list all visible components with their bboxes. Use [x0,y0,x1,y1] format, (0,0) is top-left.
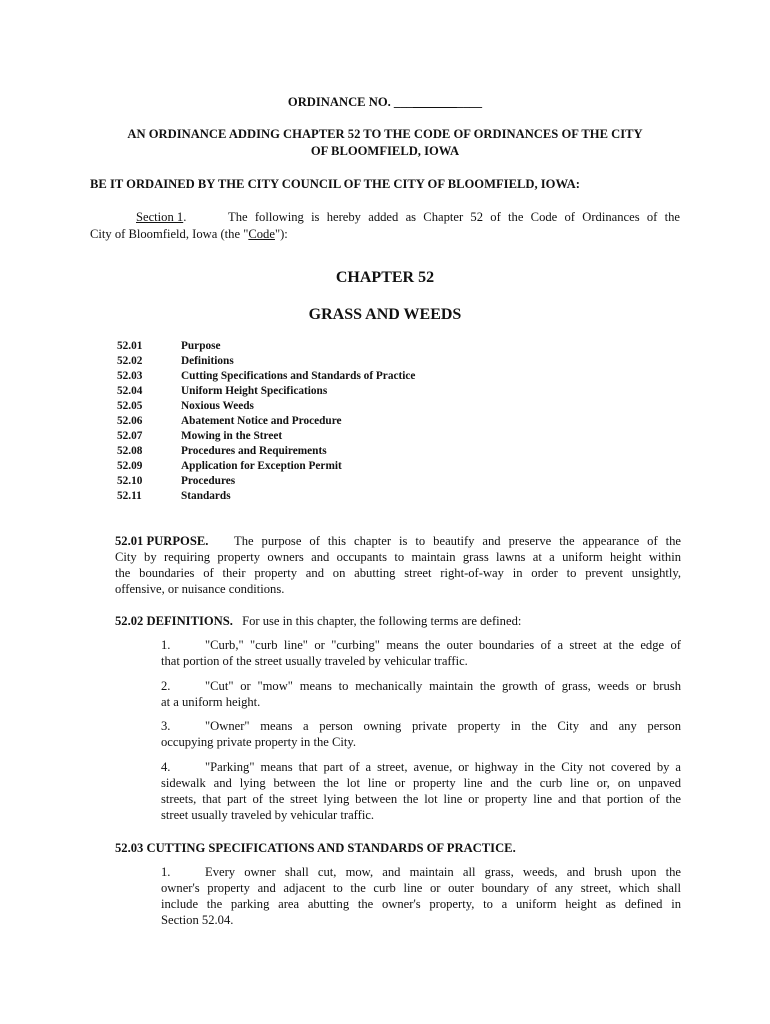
section-5203-item-number: 1. [161,865,171,879]
ordinance-tail: ____ [456,95,483,109]
enacting-clause: BE IT ORDAINED BY THE CITY COUNCIL OF THE CITY OF BLOOMFIELD, IOWA: [90,177,580,191]
section-5203-item-line1: Every owner shall cut, mow, and maintain all grass, weeds, and brush upon the [205,865,681,879]
chapter-title: GRASS AND WEEDS [308,306,462,323]
toc-number: 52.01 [117,340,143,352]
definition-item [161,718,681,750]
definition-line-first: "Owner" means a person owning private property in the City and any person [205,719,681,733]
section1-line2-pre: City of Bloomfield, Iowa (the " [90,227,249,241]
section-5203-item-line2: owner's property and adjacent to the curb line or outer boundary of any street, which shall [161,881,681,895]
toc-title: Uniform Height Specifications [181,385,328,397]
toc-row [117,474,537,489]
definition-item [161,678,681,710]
ordinance-number [0,94,770,110]
section1-dot: . [183,210,187,224]
toc-number: 52.08 [117,445,143,457]
code-word: Code [248,227,275,241]
section-5203-heading: 52.03 CUTTING SPECIFICATIONS AND STANDARDS OF PRACTICE. [115,841,516,855]
section-5201-line3: the boundaries of their property and on abutting street right-of-way in order to prevent unsightly, [115,566,681,580]
toc-row [117,369,537,384]
toc-row [117,354,537,369]
toc-number: 52.05 [117,400,143,412]
toc-title: Procedures and Requirements [181,445,327,457]
section1-label-wrap [136,209,186,225]
definition-line-first: "Curb," "curb line" or "curbing" means the outer boundaries of a street at the edge of [205,638,681,652]
section-5201 [115,533,681,597]
section-5203-item-line3: include the parking area abutting the owner's property, to a uniform height as defined in [161,897,681,911]
section1-line2-post: "): [274,227,288,241]
definition-line: street usually traveled by vehicular traffic. [161,808,375,822]
section-5202-heading-row [115,613,681,629]
toc-title: Cutting Specifications and Standards of Practice [181,370,416,382]
definition-line: that portion of the street usually traveled by vehicular traffic. [161,654,468,668]
definition-line: occupying private property in the City. [161,735,357,749]
section-5202-intro: For use in this chapter, the following terms are defined: [242,614,522,628]
toc-title: Purpose [181,340,221,352]
toc-title: Application for Exception Permit [181,460,342,472]
definition-line: streets, that part of the street lying between the lot line or property line and that portion of the [161,792,681,806]
ordinance-title-line2: OF BLOOMFIELD, IOWA [310,144,460,158]
ordinance-blank: _______ [412,95,457,109]
chapter-heading: CHAPTER 52 [335,269,435,286]
definition-line: sidewalk and lying between the lot line or property line and the curb line or, on unpaved [161,776,681,790]
section-5201-heading: 52.01 PURPOSE. [115,534,209,548]
toc-number: 52.11 [117,490,142,502]
toc-row [117,384,537,399]
definition-line-first: "Cut" or "mow" means to mechanically maintain the growth of grass, weeds or brush [205,679,681,693]
toc-row [117,429,537,444]
definition-number: 3. [161,719,171,733]
toc-number: 52.02 [117,355,143,367]
toc-row [117,399,537,414]
definition-line-first: "Parking" means that part of a street, avenue, or highway in the City not covered by a [205,760,681,774]
toc-title: Noxious Weeds [181,400,254,412]
toc-title: Standards [181,490,231,502]
section-5202-heading: 52.02 DEFINITIONS. [115,614,233,628]
toc-number: 52.04 [117,385,143,397]
toc-title: Mowing in the Street [181,430,283,442]
toc-number: 52.10 [117,475,143,487]
toc-title: Abatement Notice and Procedure [181,415,342,427]
section-5203-item-1 [161,864,681,928]
toc-title: Definitions [181,355,234,367]
toc-number: 52.09 [117,460,143,472]
definition-line: at a uniform height. [161,695,261,709]
toc-number: 52.07 [117,430,143,442]
definition-item [161,759,681,823]
section-5201-line2: City by requiring property owners and occupants to maintain grass lawns at a uniform height within [115,550,681,564]
definition-number: 4. [161,760,171,774]
definition-number: 2. [161,679,171,693]
toc-row [117,459,537,474]
toc-row [117,339,537,354]
section1-line1: The following is hereby added as Chapter 52 of the Code of Ordinances of the [228,210,680,224]
section1-label: Section 1 [136,210,184,224]
definition-item [161,637,681,669]
ordinance-no-label: ORDINANCE NO. ___ [287,95,413,109]
definition-number: 1. [161,638,171,652]
toc-number: 52.03 [117,370,143,382]
section1-line2 [90,226,288,242]
ordinance-title-line1: AN ORDINANCE ADDING CHAPTER 52 TO THE CODE OF ORDINANCES OF THE CITY [127,127,643,141]
toc-row [117,489,537,504]
section-5203-item-line4: Section 52.04. [161,913,234,927]
toc-number: 52.06 [117,415,143,427]
section-5201-line1: The purpose of this chapter is to beautify and preserve the appearance of the [234,534,681,548]
section-5201-line4: offensive, or nuisance conditions. [115,582,285,596]
toc-title: Procedures [181,475,236,487]
toc-row [117,414,537,429]
toc-row [117,444,537,459]
